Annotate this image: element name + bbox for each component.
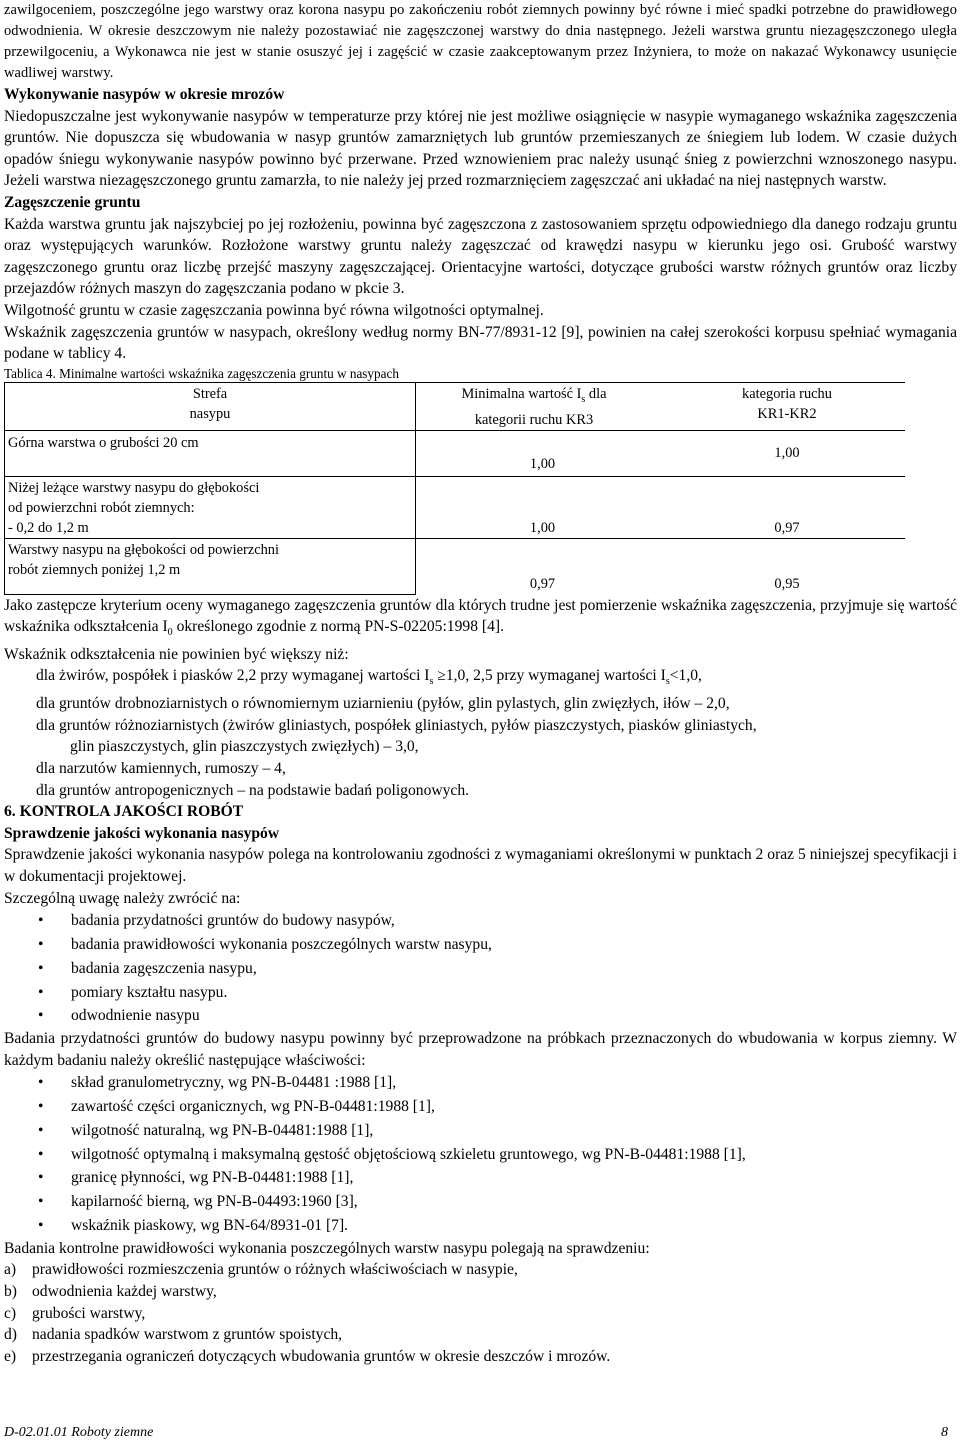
table-caption: Tablica 4. Minimalne wartości wskaźnika zagęszczenia gruntu w nasypach (4, 365, 399, 381)
bullet-icon: • (38, 1145, 44, 1163)
table-cell-zone: Górna warstwa o grubości 20 cm (5, 430, 416, 476)
list-item: • granicę płynności, wg PN-B-04481:1988 [1], (4, 1166, 957, 1190)
list-item: • skład granulometryczny, wg PN-B-04481 :1988 [1], (4, 1071, 957, 1095)
list-item: • badania prawidłowości wykonania poszczególnych warstw nasypu, (4, 933, 957, 957)
list-item: b) odwodnienia każdej warstwy, (4, 1283, 217, 1301)
bullet-icon: • (38, 1169, 44, 1187)
table-cell-zone: Niżej leżące warstwy nasypu do głębokości od powierzchni robót ziemnych: - 0,2 do 1,2 m (5, 476, 416, 538)
bullet-icon: • (38, 1193, 44, 1211)
list-item: • odwodnienie nasypu (4, 1004, 957, 1028)
table-cell-kr12: 1,00 (669, 430, 905, 476)
paragraph-control-tests: Badania kontrolne prawidłowości wykonania poszczególnych warstw nasypu polegają na sprawdzeniu: (4, 1239, 650, 1257)
heading-compaction: Zagęszczenie gruntu (4, 193, 141, 211)
table-row (5, 430, 906, 476)
table-header-zone: Strefa nasypu (5, 382, 416, 430)
list-item: • badania zagęszczenia nasypu, (4, 957, 957, 981)
attention-list (4, 909, 957, 1028)
list-item: • badania przydatności gruntów do budowy nasypów, (4, 909, 957, 933)
paragraph-frost: Niedopuszczalne jest wykonywanie nasypów w temperaturze przy której nie jest możliwe osiągnięcie w nasypie wymaganego wskaźnika zagęszczenia gruntów. Nie dopuszcza się wbudowania w nasyp gruntów zamarzniętych lub gruntów przemieszanych ze śniegiem lub lodem. W czasie dużych opadów śniegu wykonywanie nasypów powinno być przerwane. Przed wznowieniem prac należy usunąć śnieg z powierzchni wznoszonego nasypu. Jeżeli warstwa niezagęszczonego gruntu zamarzła, to nie należy jej przed rozmarznięciem zagęszczać ani układać na niej następnych warstw. (4, 107, 957, 190)
table-cell-kr12: 0,95 (669, 538, 905, 594)
list-item: • pomiary kształtu nasypu. (4, 981, 957, 1005)
list-item: d) nadania spadków warstwom z gruntów spoistych, (4, 1326, 343, 1344)
table-cell-kr3: 1,00 (416, 476, 670, 538)
bullet-icon: • (38, 1121, 44, 1139)
table-cell-kr12: 0,97 (669, 476, 905, 538)
list-item: • kapilarność bierną, wg PN-B-04493:1960 [3], (4, 1190, 957, 1214)
footer-title: D-02.01.01 Roboty ziemne (4, 1425, 154, 1440)
bullet-icon: • (38, 983, 44, 1001)
paragraph-check-scope: Sprawdzenie jakości wykonania nasypów polega na kontrolowaniu zgodności z wymaganiami określonymi w punktach 2 oraz 5 niniejszej specyfikacji i w dokumentacji projektowej. (4, 846, 957, 885)
table-header-kr3: Minimalna wartość $I_s$ dla kategorii ruchu KR3 (416, 382, 670, 430)
list-item: • wilgotność optymalną i maksymalną gęstość objętościową szkieletu gruntowego, wg PN-B-04481:1988 [1], (4, 1143, 957, 1167)
paragraph-compaction: Każda warstwa gruntu jak najszybciej po jej rozłożeniu, powinna być zagęszczona z zastosowaniem sprzętu odpowiedniego dla danego rodzaju gruntu oraz występujących warunków. Rozłożone warstwy gruntu należy zagęszczać od krawędzi nasypu w kierunku jego osi. Grubość warstwy zagęszczonego gruntu oraz liczbę przejść maszyny zagęszczającej. Orientacyjne wartości, dotyczące grubości warstw różnych gruntów oraz liczby przejazdów różnych maszyn do zagęszczania podano w pkcie 3. (4, 215, 957, 298)
criterion-mixed-grained: dla gruntów różnoziarnistych (żwirów gliniastych, pospółek gliniastych, pyłów piaszczystych, piasków gliniastych, (36, 716, 757, 734)
bullet-icon: • (38, 912, 44, 930)
table-row (5, 476, 906, 538)
list-item: • wilgotność naturalną, wg PN-B-04481:1988 [1], (4, 1119, 957, 1143)
heading-quality-control: 6. KONTROLA JAKOŚCI ROBÓT (4, 803, 244, 821)
paragraph-compaction-index: Wskaźnik zagęszczenia gruntów w nasypach, określony według normy BN-77/8931-12 [9], powinien na całej szerokości korpusu spełniać wymagania podane w tablicy 4. (4, 323, 957, 363)
bullet-icon: • (38, 1098, 44, 1116)
table-row (5, 538, 906, 594)
heading-frost: Wykonywanie nasypów w okresie mrozów (4, 86, 285, 103)
compaction-table (4, 382, 905, 595)
list-item: • wskaźnik piaskowy, wg BN-64/8931-01 [7]. (4, 1214, 957, 1238)
criterion-stone: dla narzutów kamiennych, rumoszy – 4, (36, 759, 286, 777)
criterion-gravel: dla żwirów, pospółek i piasków 2,2 przy wymaganej wartości $I_s \ge 1,0$, 2,5 przy wymaganej wartości $I_s<1,0$, (36, 667, 702, 688)
list-item: • zawartość części organicznych, wg PN-B-04481:1988 [1], (4, 1095, 957, 1119)
table-cell-kr3: 0,97 (416, 538, 670, 594)
list-item: a) prawidłowości rozmieszczenia gruntów o różnych właściwościach w nasypie, (4, 1261, 518, 1279)
criterion-mixed-grained-cont: glin piaszczystych, glin piaszczystych zwięzłych) – 3,0, (70, 738, 419, 756)
paragraph-deformation-limit: Wskaźnik odkształcenia nie powinien być większy niż: (4, 645, 349, 663)
paragraph-suitability: Badania przydatności gruntów do budowy nasypu powinny być przeprowadzone na próbkach przeznaczonych do wbudowania w korpus ziemny. W każdym badaniu należy określić następujące właściwości: (4, 1030, 957, 1069)
table-cell-zone: Warstwy nasypu na głębokości od powierzchni robót ziemnych poniżej 1,2 m (5, 538, 416, 594)
bullet-icon: • (38, 935, 44, 953)
bullet-icon: • (38, 959, 44, 977)
paragraph-moisture-optimal: Wilgotność gruntu w czasie zagęszczania powinna być równa wilgotności optymalnej. (4, 301, 544, 319)
criterion-anthropogenic: dla gruntów antropogenicznych – na podstawie badań poligonowych. (36, 781, 470, 799)
list-item: e) przestrzegania ograniczeń dotyczących wbudowania gruntów w okresie deszczów i mrozów. (4, 1347, 611, 1365)
table-header-kr12: kategoria ruchu KR1-KR2 (669, 382, 905, 430)
list-item: c) grubości warstwy, (4, 1304, 146, 1322)
paragraph-attention: Szczególną uwagę należy zwrócić na: (4, 889, 241, 907)
paragraph-moisture: zawilgoceniem, poszczególne jego warstwy oraz korona nasypu po zakończeniu robót ziemnych powinny być równe i mieć spadki potrzebne do prawidłowego odwodnienia. W okresie deszczowym nie należy pozostawiać nie zagęszczonej warstwy do dnia następnego. Jeżeli warstwa gruntu niezagęszczonego uległa przewilgoceniu, a Wykonawca nie jest w stanie osuszyć jej i zagęścić w czasie zaakceptowanym przez Inżyniera, to może on nakazać Wykonawcy usunięcie wadliwej warstwy. (4, 2, 957, 81)
properties-list (4, 1071, 957, 1238)
table-cell-kr3: 1,00 (416, 430, 670, 476)
heading-embankment-check: Sprawdzenie jakości wykonania nasypów (4, 824, 280, 842)
bullet-icon: • (38, 1217, 44, 1235)
document-page (4, 0, 957, 1367)
bullet-icon: • (38, 1074, 44, 1092)
page-number: 8 (941, 1425, 948, 1440)
bullet-icon: • (38, 1007, 44, 1025)
criterion-fine-grained: dla gruntów drobnoziarnistych o równomiernym uziarnieniu (pyłów, glin pylastych, glin zwięzłych, iłów – 2,0, (36, 695, 730, 713)
paragraph-alt-criterion: Jako zastępcze kryterium oceny wymaganego zagęszczenia gruntów dla których trudne jest pomierzenie wskaźnika zagęszczenia, przyjmuje się wartość wskaźnika odkształcenia $I_0$ określonego zgodnie z normą PN-S-02205:1998 [4]. (4, 596, 957, 639)
page-footer (4, 1424, 948, 1442)
